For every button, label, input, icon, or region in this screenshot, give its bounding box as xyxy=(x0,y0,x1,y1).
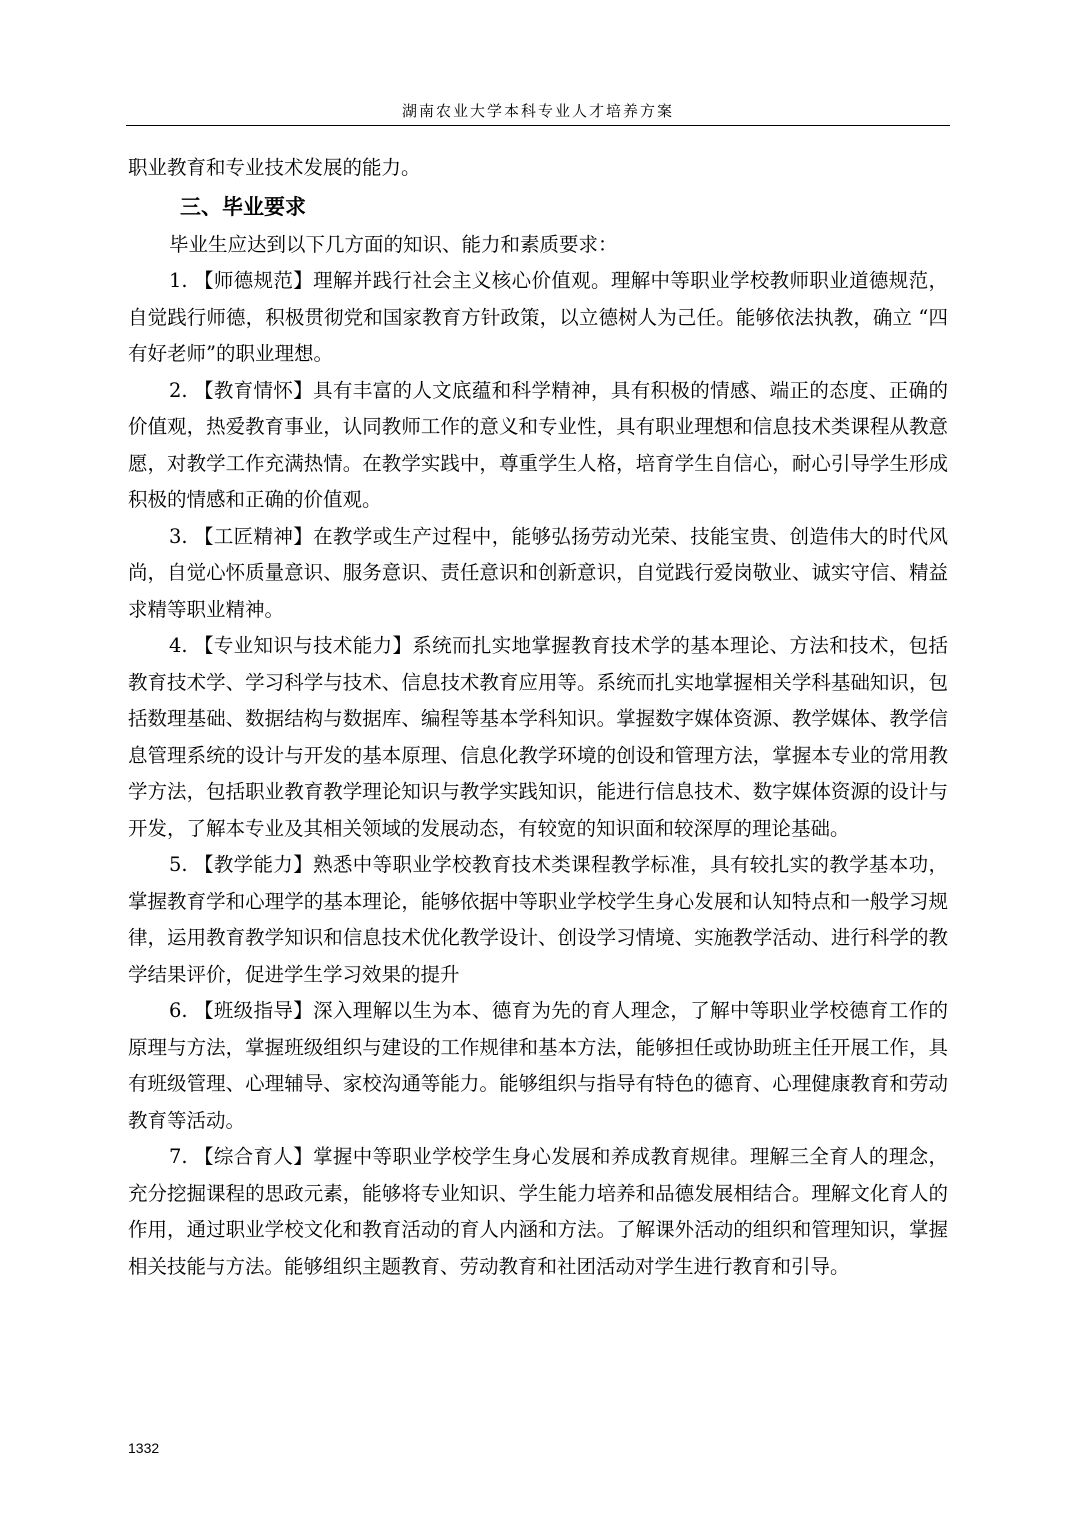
requirement-number: 3. xyxy=(169,524,188,548)
requirement-text: 【教育情怀】具有丰富的人文底蕴和科学精神，具有积极的情感、端正的态度、正确的价值观，热爱教育事业，认同教师工作的意义和专业性，具有职业理想和信息技术类课程从教意愿，对教学工作充满热情。在教学实践中，尊重学生人格，培育学生自信心，耐心引导学生形成积极的情感和正确的价值观。 xyxy=(128,378,948,511)
section-intro: 毕业生应达到以下几方面的知识、能力和素质要求： xyxy=(169,232,618,256)
requirement-text: 【师德规范】理解并践行社会主义核心价值观。理解中等职业学校教师职业道德规范，自觉践行师德，积极贯彻党和国家教育方针政策，以立德树人为己任。能够依法执教，确立 “四有好老师”的职业理想。 xyxy=(128,269,948,365)
requirement-text: 【教学能力】熟悉中等职业学校教育技术类课程教学标准，具有较扎实的教学基本功，掌握教育学和心理学的基本理论，能够依据中等职业学校学生身心发展和认知特点和一般学习规律，运用教育教学知识和信息技术优化教学设计、创设学习情境、实施教学活动、进行科学的教学结果评价，促进学生学习效果的提升 xyxy=(128,853,948,986)
requirement-number: 5. xyxy=(169,853,188,876)
requirement-item xyxy=(128,263,948,373)
running-header: 湖南农业大学本科专业人才培养方案 xyxy=(401,102,674,120)
requirement-text: 【综合育人】掌握中等职业学校学生身心发展和养成教育规律。理解三全育人的理念，充分挖掘课程的思政元素，能够将专业知识、学生能力培养和品德发展相结合。理解文化育人的作用，通过职业学校文化和教育活动的育人内涵和方法。了解课外活动的组织和管理知识，掌握相关技能与方法。能够组织主题教育、劳动教育和社团活动对学生进行教育和引导。 xyxy=(128,1145,948,1278)
requirement-number: 1. xyxy=(169,269,188,292)
header-divider xyxy=(126,125,950,126)
requirement-number: 7. xyxy=(169,1145,188,1168)
requirement-item xyxy=(128,519,948,629)
requirement-item xyxy=(128,993,948,1139)
continuation-text: 职业教育和专业技术发展的能力。 xyxy=(128,156,421,179)
requirement-text: 【专业知识与技术能力】系统而扎实地掌握教育技术学的基本理论、方法和技术，包括教育技术学、学习科学与技术、信息技术教育应用等。系统而扎实地掌握相关学科基础知识，包括数理基础、数据结构与数据库、编程等基本学科知识。掌握数字媒体资源、教学媒体、教学信息管理系统的设计与开发的基本原理、信息化教学环境的创设和管理方法，掌握本专业的常用教学方法，包括职业教育教学理论知识与教学实践知识，能进行信息技术、数字媒体资源的设计与开发，了解本专业及其相关领域的发展动态，有较宽的知识面和较深厚的理论基础。 xyxy=(128,634,948,840)
document-body xyxy=(128,150,948,1285)
requirement-item xyxy=(128,1139,948,1285)
requirement-item xyxy=(128,847,948,993)
requirement-number: 4. xyxy=(169,634,188,657)
page-number: 1332 xyxy=(128,1440,160,1456)
requirement-text: 【工匠精神】在教学或生产过程中，能够弘扬劳动光荣、技能宝贵、创造伟大的时代风尚，自觉心怀质量意识、服务意识、责任意识和创新意识，自觉践行爱岗敬业、诚实守信、精益求精等职业精神。 xyxy=(128,524,948,621)
requirement-item xyxy=(128,373,948,519)
section-title: 三、毕业要求 xyxy=(180,194,306,219)
requirement-number: 6. xyxy=(169,999,188,1022)
requirement-text: 【班级指导】深入理解以生为本、德育为先的育人理念，了解中等职业学校德育工作的原理与方法，掌握班级组织与建设的工作规律和基本方法，能够担任或协助班主任开展工作，具有班级管理、心理辅导、家校沟通等能力。能够组织与指导有特色的德育、心理健康教育和劳动教育等活动。 xyxy=(128,999,948,1132)
requirement-number: 2. xyxy=(169,378,188,402)
requirement-item xyxy=(128,628,948,847)
